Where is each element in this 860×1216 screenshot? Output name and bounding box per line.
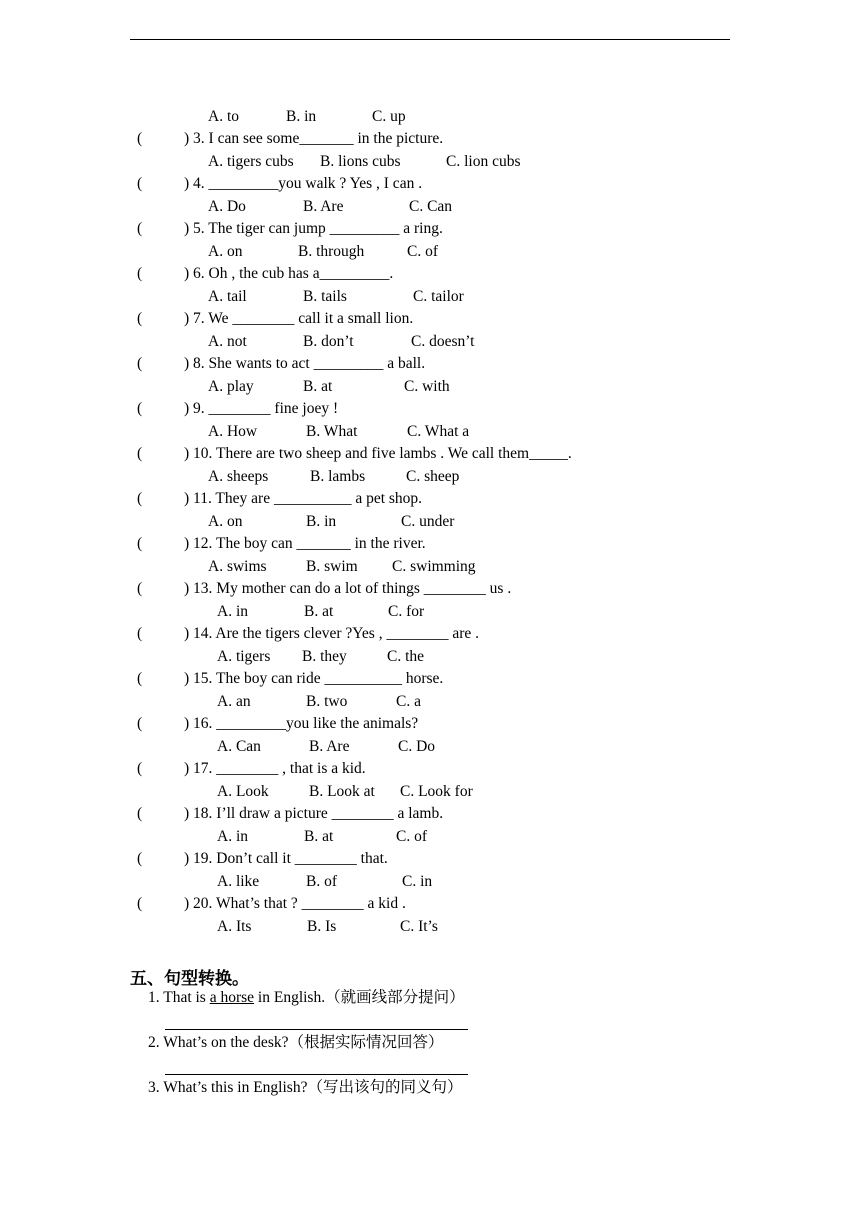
option-a: A. on — [208, 243, 243, 260]
answer-paren-open[interactable]: ( — [137, 670, 143, 687]
answer-paren-open[interactable]: ( — [137, 580, 143, 597]
transform-item-2: 2. What’s on the desk?（根据实际情况回答） — [148, 1034, 444, 1051]
option-a: A. like — [217, 873, 260, 890]
answer-paren-open[interactable]: ( — [137, 445, 143, 462]
answer-paren-open[interactable]: ( — [137, 400, 143, 417]
option-c: C. Can — [409, 198, 453, 215]
question-text: ) 18. I’ll draw a picture ________ a lamb. — [184, 805, 444, 822]
option-b: B. two — [306, 693, 348, 710]
option-c: C. up — [372, 108, 406, 125]
question-text: ) 14. Are the tigers clever ?Yes , ________ are . — [184, 625, 479, 642]
option-a: A. tigers cubs — [208, 153, 294, 170]
option-a: A. Can — [217, 738, 261, 755]
answer-paren-open[interactable]: ( — [137, 265, 143, 282]
option-a: A. swims — [208, 558, 267, 575]
option-b: B. Are — [303, 198, 344, 215]
question-text: ) 5. The tiger can jump _________ a ring. — [184, 220, 443, 237]
option-b: B. at — [304, 603, 334, 620]
option-c: C. for — [388, 603, 425, 620]
answer-paren-open[interactable]: ( — [137, 715, 143, 732]
option-a: A. in — [217, 603, 248, 620]
option-a: A. not — [208, 333, 247, 350]
option-a: A. Do — [208, 198, 246, 215]
question-text: ) 7. We ________ call it a small lion. — [184, 310, 414, 327]
question-text: ) 15. The boy can ride __________ horse. — [184, 670, 444, 687]
option-b: B. in — [286, 108, 317, 125]
answer-paren-open[interactable]: ( — [137, 310, 143, 327]
option-c: C. It’s — [400, 918, 438, 935]
answer-paren-open[interactable]: ( — [137, 490, 143, 507]
question-text: ) 17. ________ , that is a kid. — [184, 760, 366, 777]
option-a: A. on — [208, 513, 243, 530]
section-heading: 五、句型转换。 — [130, 969, 249, 989]
option-b: B. lambs — [310, 468, 366, 485]
option-a: A. in — [217, 828, 248, 845]
answer-paren-open[interactable]: ( — [137, 895, 143, 912]
question-text: ) 12. The boy can _______ in the river. — [184, 535, 426, 552]
question-text: ) 9. ________ fine joey ! — [184, 400, 339, 417]
option-a: A. Its — [217, 918, 252, 935]
option-b: B. tails — [303, 288, 347, 305]
answer-paren-open[interactable]: ( — [137, 760, 143, 777]
question-text: ) 6. Oh , the cub has a_________. — [184, 265, 394, 282]
option-b: B. at — [304, 828, 334, 845]
question-text: ) 13. My mother can do a lot of things ________ us . — [184, 580, 512, 597]
answer-line-2[interactable] — [165, 1074, 468, 1075]
answer-paren-open[interactable]: ( — [137, 355, 143, 372]
option-a: A. How — [208, 423, 258, 440]
option-a: A. an — [217, 693, 251, 710]
header-rule — [130, 39, 730, 40]
option-a: A. play — [208, 378, 254, 395]
option-b: B. through — [298, 243, 365, 260]
option-b: B. they — [302, 648, 347, 665]
transform-item-3: 3. What’s this in English?（写出该句的同义句） — [148, 1079, 463, 1096]
question-text: ) 8. She wants to act _________ a ball. — [184, 355, 426, 372]
option-a: A. Look — [217, 783, 269, 800]
option-b: B. swim — [306, 558, 358, 575]
answer-paren-open[interactable]: ( — [137, 175, 143, 192]
answer-paren-open[interactable]: ( — [137, 220, 143, 237]
option-a: A. tail — [208, 288, 247, 305]
option-b: B. What — [306, 423, 358, 440]
option-c: C. the — [387, 648, 425, 665]
option-a: A. tigers — [217, 648, 271, 665]
question-text: ) 11. They are __________ a pet shop. — [184, 490, 423, 507]
option-c: C. under — [401, 513, 455, 530]
answer-line-1[interactable] — [165, 1029, 468, 1030]
option-c: C. of — [407, 243, 438, 260]
option-c: C. lion cubs — [446, 153, 521, 170]
answer-paren-open[interactable]: ( — [137, 805, 143, 822]
option-c: C. with — [404, 378, 450, 395]
option-b: B. Is — [307, 918, 337, 935]
option-b: B. of — [306, 873, 337, 890]
question-text: ) 3. I can see some_______ in the picture. — [184, 130, 444, 147]
option-b: B. Look at — [309, 783, 375, 800]
transform-item-1: 1. That is a horse in English.（就画线部分提问） — [148, 989, 465, 1006]
option-c: C. a — [396, 693, 421, 710]
question-text: ) 19. Don’t call it ________ that. — [184, 850, 388, 867]
option-c: C. Do — [398, 738, 436, 755]
question-text: ) 4. _________you walk ? Yes , I can . — [184, 175, 423, 192]
option-c: C. sheep — [406, 468, 460, 485]
answer-paren-open[interactable]: ( — [137, 130, 143, 147]
option-b: B. at — [303, 378, 333, 395]
option-b: B. lions cubs — [320, 153, 401, 170]
answer-paren-open[interactable]: ( — [137, 850, 143, 867]
option-b: B. Are — [309, 738, 350, 755]
option-c: C. swimming — [392, 558, 476, 575]
option-c: C. of — [396, 828, 427, 845]
option-a: A. to — [208, 108, 239, 125]
question-text: ) 20. What’s that ? ________ a kid . — [184, 895, 406, 912]
option-b: B. in — [306, 513, 337, 530]
question-text: ) 10. There are two sheep and five lambs . We call them_____. — [184, 445, 572, 462]
option-b: B. don’t — [303, 333, 354, 350]
option-c: C. Look for — [400, 783, 473, 800]
option-c: C. doesn’t — [411, 333, 475, 350]
option-c: C. tailor — [413, 288, 464, 305]
option-c: C. in — [402, 873, 433, 890]
option-c: C. What a — [407, 423, 470, 440]
answer-paren-open[interactable]: ( — [137, 535, 143, 552]
question-text: ) 16. _________you like the animals? — [184, 715, 419, 732]
answer-paren-open[interactable]: ( — [137, 625, 143, 642]
option-a: A. sheeps — [208, 468, 269, 485]
